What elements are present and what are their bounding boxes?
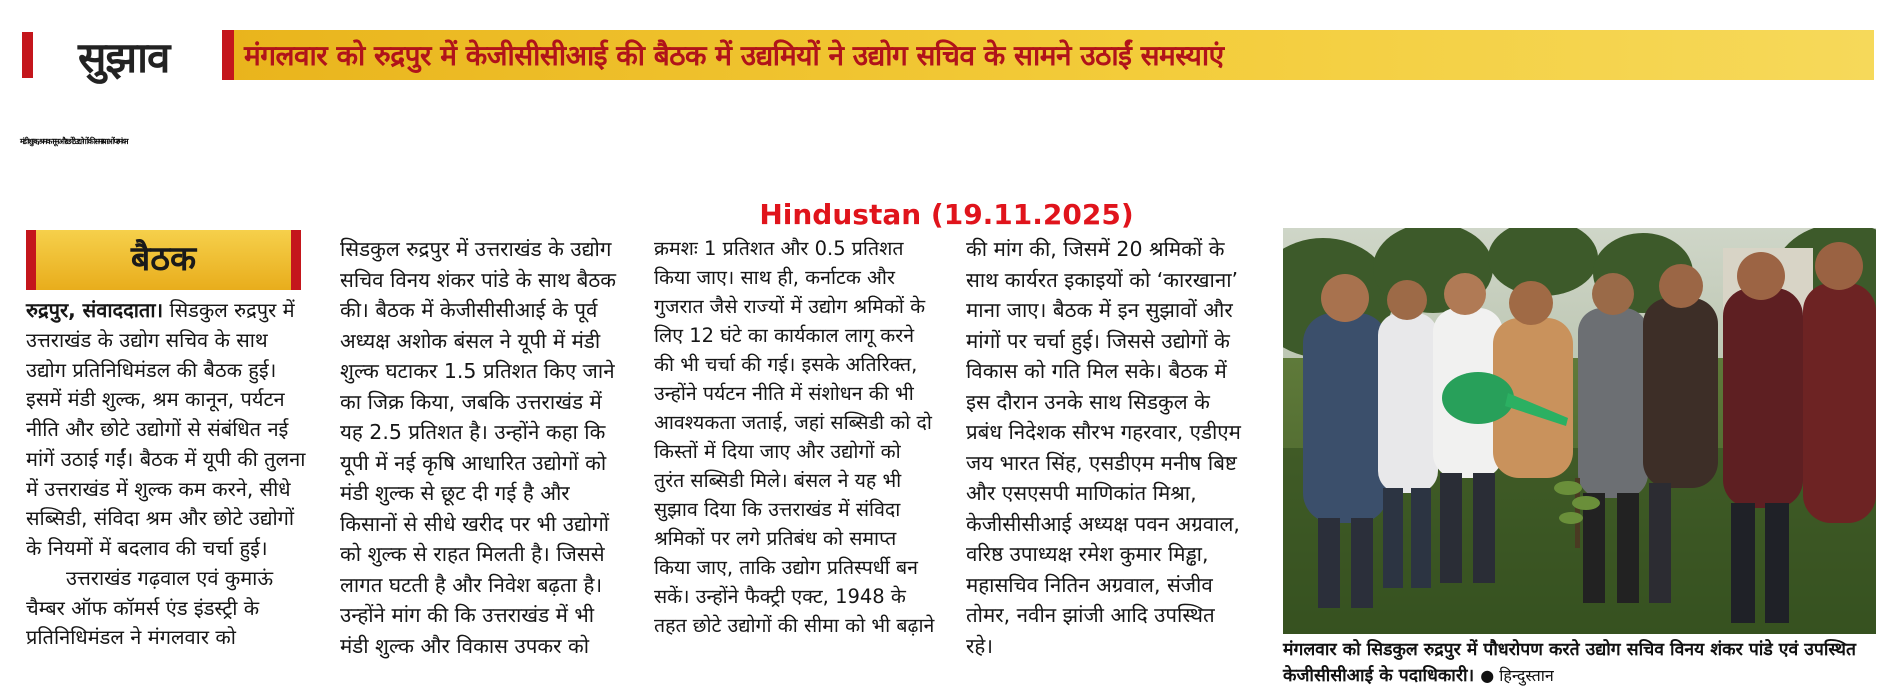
article-column-3 bbox=[654, 234, 936, 640]
article-column-1 bbox=[26, 296, 308, 653]
strapline-accent-bar bbox=[222, 30, 234, 80]
news-photo bbox=[1283, 228, 1876, 634]
paragraph: उत्तराखंड गढ़वाल एवं कुमाऊं चैम्बर ऑफ कॉमर्स एंड इंडस्ट्री के प्रतिनिधिमंडल ने मंगलवार को bbox=[26, 565, 274, 650]
headline: मंडी शुल्क, श्रम कानून और छोटे उद्योगों की समस्याओं पर मंथन bbox=[20, 137, 127, 146]
paragraph: सिडकुल रुद्रपुर में उत्तराखंड के उद्योग सचिव विनय शंकर पांडे के साथ बैठक की। बैठक में केजीसीसीआई के पूर्व अध्यक्ष अशोक बंसल ने यूपी में मंडी शुल्क घटाकर 1.5 प्रतिशत किए जाने का जिक्र किया, जबकि उत्तराखंड में यह 2.5 प्रतिशत है। उन्होंने कहा कि यूपी में नई कृषि आधारित उद्योगों को मंडी शुल्क से छूट दी गई है और किसानों से सीधे खरीद पर भी उद्योगों को शुल्क से राहत मिलती है। जिससे लागत घटती है और निवेश बढ़ता है। उन्होंने मांग की कि उत्तराखंड में भी मंडी शुल्क और विकास उपकर को bbox=[340, 237, 617, 658]
strapline: मंगलवार को रुद्रपुर में केजीसीसीआई की बैठक में उद्यमियों ने उद्योग सचिव के सामने उठाईं समस्याएं bbox=[244, 39, 1224, 72]
article-column-2 bbox=[340, 234, 622, 661]
section-tag: सुझाव bbox=[78, 33, 170, 82]
tag-accent-bar bbox=[22, 32, 33, 78]
paragraph: क्रमशः 1 प्रतिशत और 0.5 प्रतिशत किया जाए। साथ ही, कर्नाटक और गुजरात जैसे राज्यों में उद्योग श्रमिकों के लिए 12 घंटे का कार्यकाल लागू करने की भी चर्चा की गई। इसके अतिरिक्त, उन्होंने पर्यटन नीति में संशोधन की भी आवश्यकता जताई, जहां सब्सिडी को दो किस्तों में दिया जाए और उद्योगों को तुरंत सब्सिडी मिले। बंसल ने यह भी सुझाव दिया कि उत्तराखंड में संविदा श्रमिकों पर लगे प्रतिबंध को समाप्त किया जाए, ताकि उद्योग प्रतिस्पर्धी बन सकें। उन्होंने फैक्ट्री एक्ट, 1948 के तहत छोटे उद्योगों की सीमा को भी बढ़ाने bbox=[654, 237, 935, 637]
dateline: रुद्रपुर, संवाददाता। bbox=[26, 298, 164, 322]
caption-text: मंगलवार को सिडकुल रुद्रपुर में पौधरोपण करते उद्योग सचिव विनय शंकर पांडे एवं उपस्थित केजीसीसीआई के पदाधिकारी। bbox=[1283, 640, 1856, 687]
paragraph: की मांग की, जिसमें 20 श्रमिकों के साथ कार्यरत इकाइयों को ‘कारखाना’ माना जाए। बैठक में इन सुझावों और मांगों पर चर्चा हुई। जिससे उद्योगों के विकास को गति मिल सके। बैठक में इस दौरान उनके साथ सिडकुल के प्रबंध निदेशक सौरभ गहरवार, एडीएम जय भारत सिंह, एसडीएम मनीष बिष्ट और एसएसपी माणिकांत मिश्रा, केजीसीसीआई अध्यक्ष पवन अग्रवाल, वरिष्ठ उपाध्यक्ष रमेश कुमार मिड्ढा, महासचिव नितिन अग्रवाल, संजीव तोमर, नवीन झांजी आदि उपस्थित रहे। bbox=[966, 237, 1241, 658]
paragraph-text: सिडकुल रुद्रपुर में उत्तराखंड के उद्योग सचिव के साथ उद्योग प्रतिनिधिमंडल की बैठक हुई। इसमें मंडी शुल्क, श्रम कानून, पर्यटन नीति और छोटे उद्योगों से संबंधित नई मांगें उठाई गईं। बैठक में यूपी की तुलना में उत्तराखंड में शुल्क कम करने, सीधे सब्सिडी, संविदा श्रम और छोटे उद्योगों के नियमों में बदलाव की चर्चा हुई। bbox=[26, 298, 306, 560]
source-label: Hindustan (19.11.2025) bbox=[759, 198, 1134, 231]
photo-illustration bbox=[1283, 228, 1876, 634]
photo-credit: ● हिन्दुस्तान bbox=[1480, 666, 1554, 686]
article-column-4 bbox=[966, 234, 1248, 661]
photo-caption bbox=[1283, 638, 1883, 690]
section-label: बैठक bbox=[130, 239, 197, 279]
paragraph bbox=[26, 296, 308, 564]
